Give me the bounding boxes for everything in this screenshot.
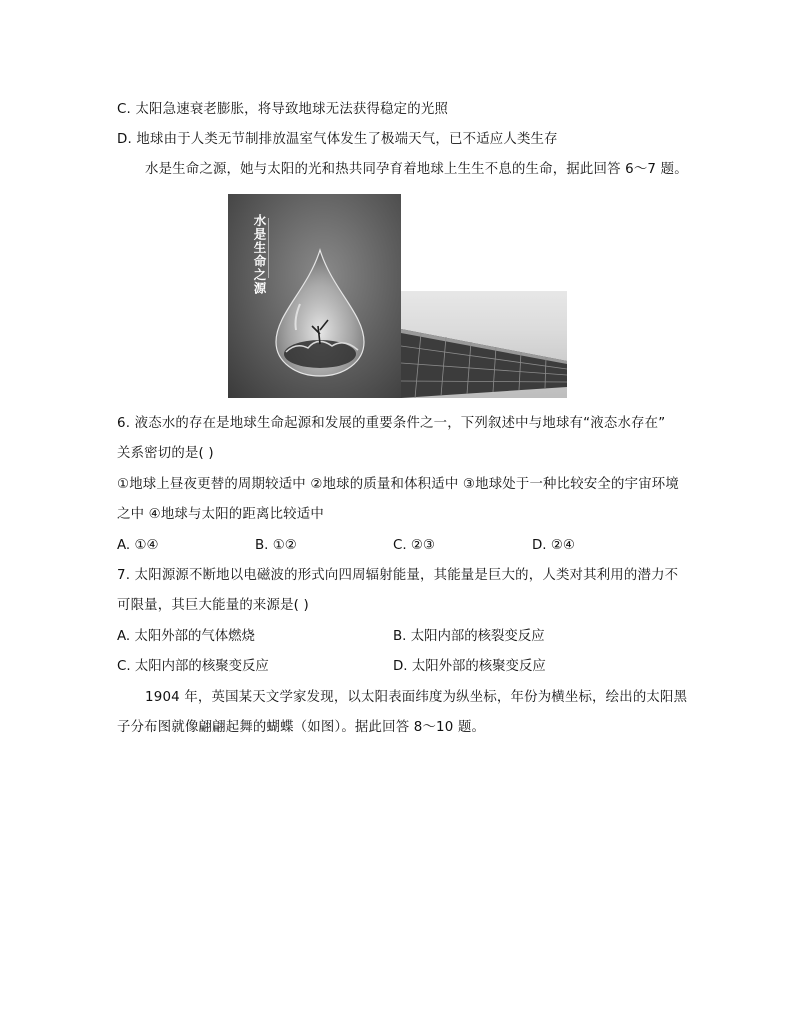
q6-statement-line1: ①地球上昼夜更替的周期较适中 ②地球的质量和体积适中 ③地球处于一种比较安全的宇宙环境 xyxy=(117,477,679,492)
solar-panel-image xyxy=(401,291,567,398)
butterfly-intro-line2: 子分布图就像翩翩起舞的蝴蝶（如图）。据此回答 8～10 题。 xyxy=(117,720,486,735)
butterfly-intro-line1: 1904 年，英国某天文学家发现，以太阳表面纬度为纵坐标，年份为横坐标，绘出的太阳黑 xyxy=(145,690,688,705)
q6-option-a: A. ①④ xyxy=(117,538,159,553)
q7-option-a: A. 太阳外部的气体燃烧 xyxy=(117,629,255,644)
q6-option-d: D. ②④ xyxy=(532,538,575,553)
q7-stem-line1: 7. 太阳源源不断地以电磁波的形式向四周辐射能量，其能量是巨大的，人类对其利用的潜力不 xyxy=(117,568,679,583)
q6-stem-line1: 6. 液态水的存在是地球生命起源和发展的重要条件之一，下列叙述中与地球有“液态水存在” xyxy=(117,416,666,431)
water-intro-paragraph: 水是生命之源，她与太阳的光和热共同孕育着地球上生生不息的生命，据此回答 6～7 题。 xyxy=(145,162,688,177)
option-d-previous: D. 地球由于人类无节制排放温室气体发生了极端天气，已不适应人类生存 xyxy=(117,132,558,147)
q6-option-c: C. ②③ xyxy=(393,538,435,553)
q6-option-b: B. ①② xyxy=(255,538,297,553)
water-poster-image xyxy=(228,194,401,398)
q7-option-d: D. 太阳外部的核聚变反应 xyxy=(393,659,546,674)
poster-title: 水是生命之源 xyxy=(252,214,267,295)
q7-option-c: C. 太阳内部的核聚变反应 xyxy=(117,659,269,674)
poster-divider xyxy=(268,218,277,278)
q6-stem-line2: 关系密切的是( ) xyxy=(117,446,214,461)
q7-option-b: B. 太阳内部的核裂变反应 xyxy=(393,629,545,644)
q7-stem-line2: 可限量，其巨大能量的来源是( ) xyxy=(117,598,309,613)
option-c-previous: C. 太阳急速衰老膨胀，将导致地球无法获得稳定的光照 xyxy=(117,102,449,117)
q6-statement-line2: 之中 ④地球与太阳的距离比较适中 xyxy=(117,507,324,522)
